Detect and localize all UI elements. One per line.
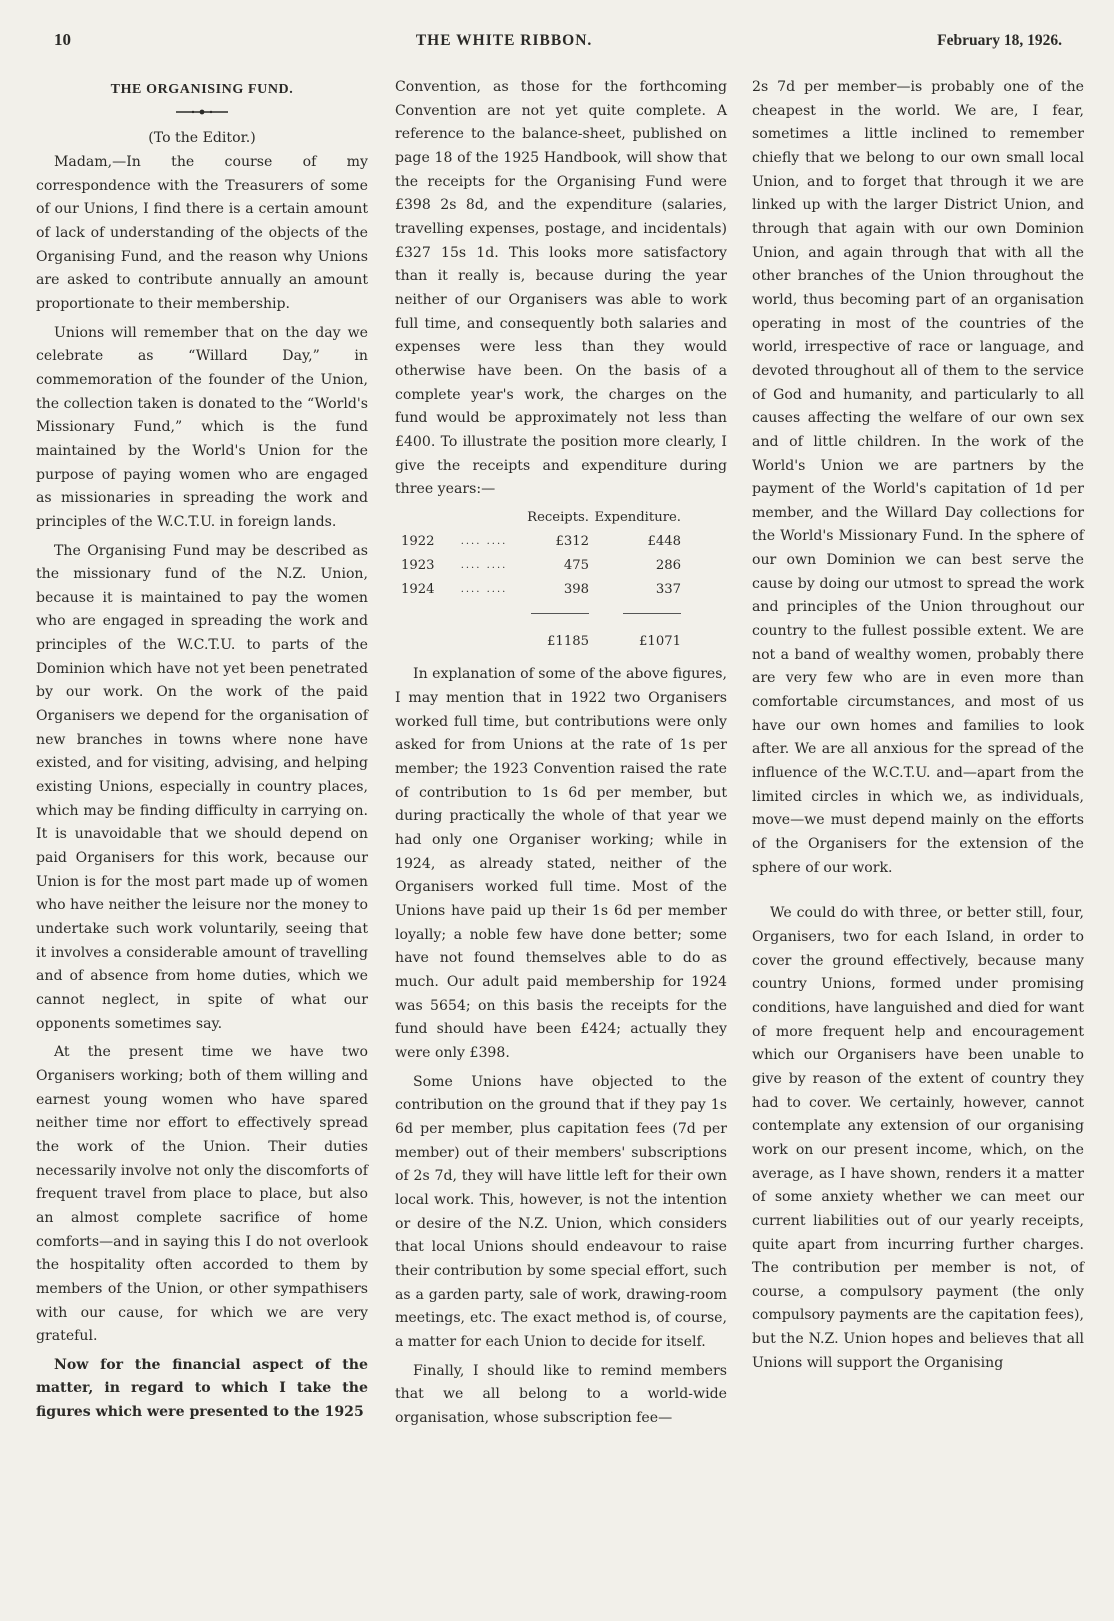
leader-dots: .... .... bbox=[460, 535, 508, 547]
column-header-expenditure: Expenditure. bbox=[594, 509, 681, 525]
cell-receipts: 398 bbox=[563, 581, 589, 597]
table-row bbox=[401, 578, 681, 602]
rule-line bbox=[531, 613, 589, 614]
cell-receipts: £312 bbox=[555, 533, 589, 549]
paragraph: Convention, as those for the forthcoming Convention are not yet quite complete. A reference to the balance-sheet, published on page 18 of the 1925 Handbook, will show that the receipts for the Organising Fund were £398 2s 8d, and the expenditure (salaries, travelling expenses, postage, and incidentals) £327 15s 1d. This looks more satisfactory than it really is, because during the year neither of our Organisers was able to work full time, and consequently both salaries and expenses were less than they would otherwise have been. On the basis of a complete year's work, the charges on the fund would be approximately not less than £400. To illustrate the position more clearly, I give the receipts and expenditure during three years:— bbox=[395, 79, 727, 498]
paragraph: At the present time we have two Organisers working; both of them willing and earnest young women who have spared neither time nor effort to effectively spread the work of the Union. Their duties necessarily involve not only the discomforts of frequent travel from place to place, but also an almost complete sacrifice of home comforts—and in saying this I do not overlook the hospitality often accorded to them by members of the Union, or other sympathisers with our cause, for which we are very grateful. bbox=[36, 1044, 368, 1345]
table-row bbox=[401, 554, 681, 578]
total-expenditure: £1071 bbox=[639, 633, 681, 649]
cell-expenditure: £448 bbox=[647, 533, 681, 549]
totals-row bbox=[401, 625, 681, 657]
paragraph: Finally, I should like to remind members that we all belong to a world-wide organisation, whose subscription fee— bbox=[395, 1362, 727, 1426]
paragraph: The Organising Fund may be described as the missionary fund of the N.Z. Union, because it is maintained to pay the women who are engaged in spreading the work and principles of the W.C.T.U. to parts of the Dominion which have not yet been penetrated by our work. On the work of the paid Organisers we depend for the organisation of new branches in towns where none have existed, and for visiting, advising, and helping existing Unions, especially in country places, which may be finding difficulty in carrying on. It is unavoidable that we should depend on paid Organisers for this work, because our Union is for the most part made up of women who have neither the leisure nor the money to undertake such work voluntarily, seeing that it involves a considerable amount of travelling and of absence from home duties, which we cannot neglect, in spite of what our opponents sometimes say. bbox=[36, 542, 368, 1032]
paragraph: Some Unions have objected to the contribution on the ground that if they pay 1s 6d per member, plus capitation fees (7d per member) out of their members' subscriptions of 2s 7d, they will have little left for their own local work. This, however, is not the intention or desire of the N.Z. Union, which considers that local Unions should endeavour to raise their contribution by some special effort, such as a garden party, sale of work, drawing-room meetings, etc. The exact method is, of course, a matter for each Union to decide for itself. bbox=[395, 1073, 727, 1350]
paragraph: Now for the financial aspect of the matter, in regard to which I take the figures which were presented to the 1925 bbox=[36, 1356, 368, 1421]
total-rule-row bbox=[401, 602, 681, 626]
paragraph: We could do with three, or better still, four, Organisers, two for each Island, in order to cover the ground effectively, because many country Unions, formed under promising conditions, have languished and died for want of more frequent help and encouragement which our Organisers have been unable to give by reason of the extent of country they had to cover. We certainly, however, cannot contemplate any extension of our organising work on our present income, which, on the average, as I have shown, renders it a matter of some anxiety whether we can meet our current liabilities out of our yearly receipts, quite apart from incurring further charges. The contribution per member is not, of course, a compulsory payment (the only compulsory payments are the capitation fees), but the N.Z. Union hopes and believes that all Unions will support the Organising bbox=[752, 905, 1084, 1371]
page-header bbox=[54, 30, 1062, 54]
cell-year: 1922 bbox=[401, 533, 435, 549]
paragraph: In explanation of some of the above figures, I may mention that in 1922 two Organisers worked full time, but contributions were only asked for from Unions at the rate of 1s per member; the 1923 Convention raised the rate of contribution to 1s 6d per member, but during practically the whole of that year we had only one Organiser working; while in 1924, as already stated, neither of the Organisers worked full time. Most of the Unions have paid up their 1s 6d per member loyally; a noble few have done better; some have not found themselves able to do as much. Our adult paid membership for 1924 was 5654; on this basis the receipts for the fund should have been £424; actually they were only £398. bbox=[395, 666, 727, 1061]
leader-dots: .... .... bbox=[460, 559, 508, 571]
addressee-line: (To the Editor.) bbox=[148, 130, 256, 146]
cell-year: 1923 bbox=[401, 557, 435, 573]
total-receipts: £1185 bbox=[547, 633, 589, 649]
cell-expenditure: 337 bbox=[655, 581, 681, 597]
paragraph: Unions will remember that on the day we celebrate as “Willard Day,” in commemoration of the founder of the Union, the collection taken is donated to the “World's Missionary Fund,” which is the fund maintained by the World's Union for the purpose of paying women who are engaged as missionaries in spreading the work and principles of the W.C.T.U. in foreign lands. bbox=[36, 324, 368, 530]
receipts-expenditure-table bbox=[401, 506, 681, 658]
paragraph: Madam,—In the course of my correspondence with the Treasurers of some of our Unions, I find there is a certain amount of lack of understanding of the objects of the Organising Fund, and the reason why Unions are asked to contribute annually an amount proportionate to their membership. bbox=[36, 154, 368, 312]
paragraph: 2s 7d per member—is probably one of the cheapest in the world. We are, I fear, sometimes a little inclined to remember chiefly that we belong to our own small local Union, and to forget that through it we are linked up with the larger District Union, and through that again with our own Dominion Union, and again through that with all the other branches of the Union throughout the world, thus becoming part of an organisation operating in most of the countries of the world, irrespective of race or language, and devoted throughout all of them to the service of God and humanity, and particularly to all causes affecting the welfare of our own sex and of little children. In the work of the World's Union we are partners by the payment of the World's capitation of 1d per member, and the Willard Day collections for the World's Missionary Fund. In the sphere of our own Dominion we can best serve the cause by doing our utmost to spread the work and principles of the Union throughout our country to the fullest possible extent. We are not a band of wealthy women, probably there are very few who are in even more than comfortable circumstances, and most of us have our own homes and families to look after. We are all anxious for the spread of the influence of the W.C.T.U. and—apart from the limited circles in which we, as individuals, move—we must depend mainly on the efforts of the Organisers for the extension of the sphere of our work. bbox=[752, 79, 1084, 876]
cell-expenditure: 286 bbox=[655, 557, 681, 573]
column-1 bbox=[36, 76, 368, 1425]
rule-line bbox=[623, 613, 681, 614]
leader-dots: .... .... bbox=[460, 583, 508, 595]
column-2 bbox=[395, 76, 727, 1430]
ornament-divider bbox=[36, 101, 368, 123]
divider-ornament-icon bbox=[172, 108, 232, 116]
issue-date: February 18, 1926. bbox=[937, 32, 1062, 49]
table-header-row bbox=[401, 506, 681, 530]
column-header-receipts: Receipts. bbox=[527, 509, 589, 525]
table-row bbox=[401, 530, 681, 554]
publication-title: THE WHITE RIBBON. bbox=[415, 32, 593, 49]
cell-year: 1924 bbox=[401, 581, 435, 597]
column-3 bbox=[752, 76, 1084, 1375]
page-number: 10 bbox=[54, 30, 71, 49]
article-title: THE ORGANISING FUND. bbox=[110, 82, 294, 97]
cell-receipts: 475 bbox=[563, 557, 589, 573]
